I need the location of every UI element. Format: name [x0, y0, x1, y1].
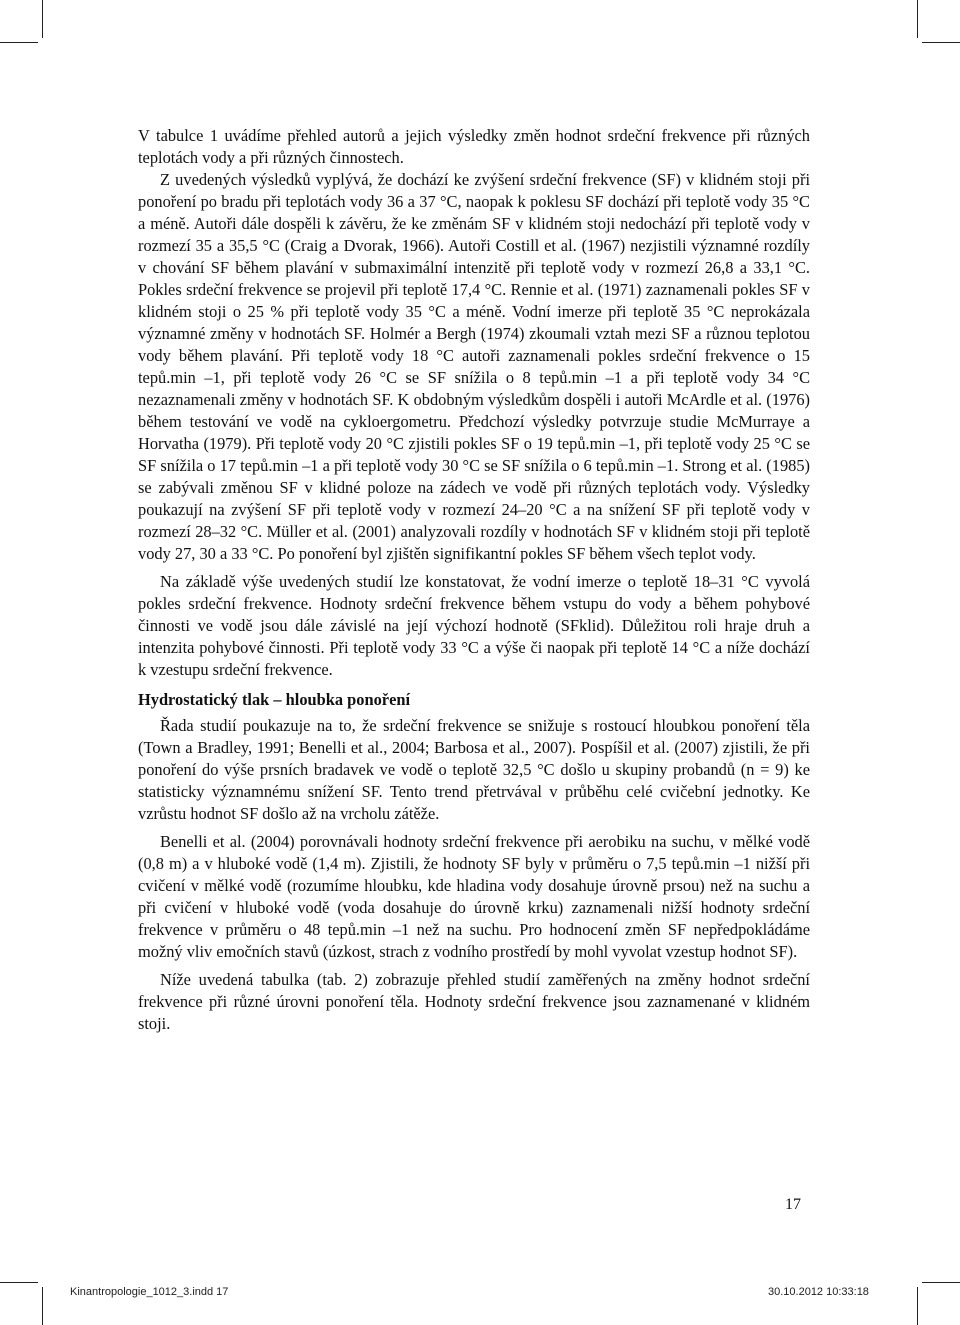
crop-mark [42, 0, 43, 38]
page-number: 17 [785, 1196, 801, 1213]
slug-timestamp: 30.10.2012 10:33:18 [768, 1286, 869, 1298]
body-text [138, 125, 810, 1035]
crop-mark [42, 1287, 43, 1325]
crop-mark [922, 1282, 960, 1283]
paragraph: V tabulce 1 uvádíme přehled autorů a jejich výsledky změn hodnot srdeční frekvence při různých teplotách vody a při různých činnostech. [138, 126, 810, 167]
paragraph: Benelli et al. (2004) porovnávali hodnoty srdeční frekvence při aerobiku na suchu, v mělké vodě (0,8 m) a v hluboké vodě (1,4 m). Zjistili, že hodnoty SF byly v průměru o 7,5 tepů.min –1 nižší při cvičení v mělké vodě (rozumíme hloubku, kde hladina vody dosahuje úrovně prsou) než na suchu a při cvičení v hluboké vodě (voda dosahuje do úrovně krku) zaznamenali nižší hodnoty srdeční frekvence v průměru o 48 tepů.min –1 než na suchu. Pro hodnocení změn SF nepředpokládáme možný vliv emočních stavů (úzkost, strach z vodního prostředí by mohl vyvolat vzestup hodnot SF). [138, 832, 810, 961]
crop-mark [917, 0, 918, 38]
paragraph: Na základě výše uvedených studií lze konstatovat, že vodní imerze o teplotě 18–31 °C vyvolá pokles srdeční frekvence. Hodnoty srdeční frekvence během vstupu do vody a během pohybové činnosti ve vodě jsou dále závislé na její výchozí hodnotě (SFklid). Důležitou roli hraje druh a intenzita pohybové činnosti. Při teplotě vody 33 °C a výše či naopak při teplotě 14 °C a níže dochází k vzestupu srdeční frekvence. [138, 572, 810, 679]
paragraph: Řada studií poukazuje na to, že srdeční frekvence se snižuje s rostoucí hloubkou ponoření těla (Town a Bradley, 1991; Benelli et al., 2004; Barbosa et al., 2007). Pospíšil et al. (2007) zjistili, že při ponoření do výše prsních bradavek ve vodě o teplotě 32,5 °C došlo u skupiny probandů (n = 9) ke statisticky významnému snížení SF. Tento trend přetrvával v průběhu celé cvičební jednotky. Ke vzrůstu hodnot SF došlo až na vrcholu zátěže. [138, 716, 810, 823]
paragraph: Níže uvedená tabulka (tab. 2) zobrazuje přehled studií zaměřených na změny hodnot srdeční frekvence při různé úrovni ponoření těla. Hodnoty srdeční frekvence jsou zaznamenané v klidném stoji. [138, 970, 810, 1033]
slug-file: Kinantropologie_1012_3.indd 17 [70, 1286, 229, 1298]
crop-mark [922, 42, 960, 43]
crop-mark [0, 1282, 38, 1283]
crop-mark [0, 42, 38, 43]
crop-mark [917, 1287, 918, 1325]
section-heading: Hydrostatický tlak – hloubka ponoření [138, 690, 411, 709]
paragraph: Z uvedených výsledků vyplývá, že dochází ke zvýšení srdeční frekvence (SF) v klidném stoji při ponoření po bradu při teplotách vody 36 a 37 °C, naopak k poklesu SF dochází při teplotě vody 35 °C a méně. Autoři dále dospěli k závěru, že ke změnám SF v klidném stoji nedochází při teplotě vody v rozmezí 35 a 35,5 °C (Craig a Dvorak, 1966). Autoři Costill et al. (1967) nezjistili významné rozdíly v chování SF během plavání v submaximální intenzitě při teplotě vody v rozmezí 26,8 a 33,1 °C. Pokles srdeční frekvence se projevil při teplotě 17,4 °C. Rennie et al. (1971) zaznamenali pokles SF v klidném stoji o 25 % při teplotě vody 35 °C a méně. Vodní imerze při teplotě 35 °C neprokázala významné změny v hodnotách SF. Holmér a Bergh (1974) zkoumali vztah mezi SF a různou teplotou vody během plavání. Při teplotě vody 18 °C autoři zaznamenali pokles srdeční frekvence o 15 tepů.min –1, při teplotě vody 26 °C se SF snížila o 8 tepů.min –1 a při teplotě vody 34 °C nezaznamenali změny v hodnotách SF. K obdobným výsledkům dospěli i autoři McArdle et al. (1976) během testování ve vodě na cykloergometru. Předchozí výsledky potvrzuje studie McMurraye a Horvatha (1979). Při teplotě vody 20 °C zjistili pokles SF o 19 tepů.min –1, při teplotě vody 25 °C se SF snížila o 17 tepů.min –1 a při teplotě vody 30 °C se SF snížila o 6 tepů.min –1. Strong et al. (1985) se zabývali změnou SF v klidné poloze na zádech ve vodě při různých teplotách vody. Výsledky poukazují na zvýšení SF při teplotě vody v rozmezí 24–20 °C a na snížení SF při teplotě vody v rozmezí 28–32 °C. Müller et al. (2001) analyzovali rozdíly v hodnotách SF v klidném stoji při teplotě vody 27, 30 a 33 °C. Po ponoření byl zjištěn signifikantní pokles SF během všech teplot vody. [138, 170, 810, 563]
